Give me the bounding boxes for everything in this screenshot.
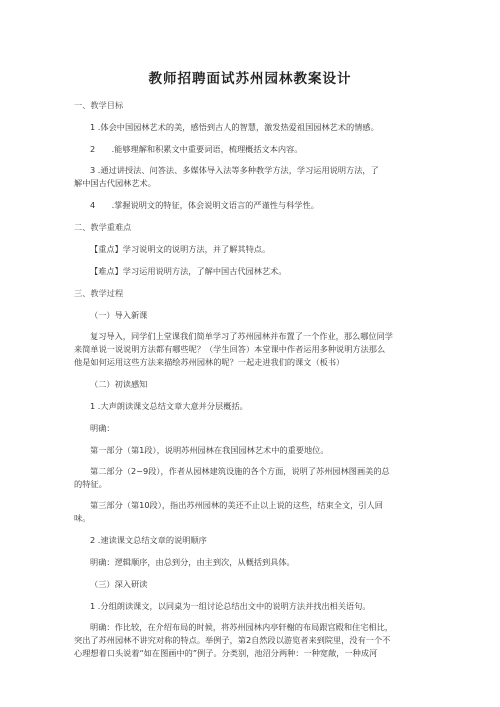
section-heading-objectives: 一、教学目标 (74, 100, 124, 110)
answer-3-line-1: 明确：作比较，在介绍布局的时候，将苏州园林内亭轩榭的布局跟宫殿和住宅相比， (90, 622, 393, 632)
section-heading-process: 三、教学过程 (74, 288, 124, 298)
intro-paragraph-line-1: 复习导入，同学们上堂课我们简单学习了苏州园林并布置了一个作业，那么哪位同学 (90, 331, 393, 341)
answer-1-label: 明确： (90, 423, 115, 433)
subsection-heading-first-reading: （二）初读感知 (90, 379, 148, 389)
task-2: 2 .速读课文总结文章的说明顺序 (90, 535, 207, 545)
part-2-line-1: 第二部分（2~9段），作者从园林建筑设施的各个方面，说明了苏州园林图画美的总 (90, 466, 390, 476)
document-body (74, 98, 434, 660)
difficult-point: 【难点】学习运用说明方法，了解中国古代园林艺术。 (90, 266, 287, 276)
answer-3-line-2: 突出了苏州园林不讲究对称的特点。举例子，第2自然段以游览者来到院里，没有一个不 (74, 635, 391, 645)
intro-paragraph-line-3: 他是如何运用这些方法来描绘苏州园林的呢？一起走进我们的课文（板书） (74, 357, 345, 367)
objective-item-2: 2 .能够理解和积累文中重要词语，梳理概括文本内容。 (90, 144, 303, 154)
part-3-line-1: 第三部分（第10段），指出苏州园林的美还不止以上说的这些，结束全文，引人回 (90, 500, 383, 510)
intro-paragraph-line-2: 来简单说一说说明方法都有哪些呢？（学生回答）本堂课中作者运用多种说明方法那么 (74, 344, 386, 354)
task-1: 1 .大声朗读课文总结文章大意并分层概括。 (90, 401, 248, 411)
objective-item-3-line-1: 3 .通过讲授法、问答法、多媒体导入法等多种教学方法，学习运用说明方法，了 (90, 165, 379, 175)
section-heading-key-points: 二、教学重难点 (74, 222, 132, 232)
page-title: 教师招聘面试苏州园林教案设计 (148, 71, 352, 87)
key-point: 【重点】学习说明文的说明方法，并了解其特点。 (90, 244, 271, 254)
objective-item-4: 4 .掌握说明文的特征，体会说明文语言的严谨性与科学性。 (90, 200, 319, 210)
part-1: 第一部分（第1段），说明苏州园林在我国园林艺术中的重要地位。 (90, 445, 329, 455)
subsection-heading-deep-reading: （三）深入研读 (90, 579, 148, 589)
objective-item-3-line-2: 解中国古代园林艺术。 (74, 178, 156, 188)
answer-2: 明确：逻辑顺序，由总到分，由主到次，从概括到具体。 (90, 557, 295, 567)
part-3-line-2: 味。 (74, 513, 91, 523)
objective-item-1: 1 .体会中国园林艺术的美，感悟到古人的智慧，激发热爱祖国园林艺术的情感。 (90, 122, 379, 132)
answer-3-line-3: 心理想着口头说着“如在图画中的”例子。分类别，池沼分两种：一种宽敞，一种成河 (74, 648, 378, 658)
part-2-line-2: 的特征。 (74, 479, 107, 489)
subsection-heading-intro: （一）导入新课 (90, 310, 148, 320)
task-3: 1 .分组朗读课文，以同桌为一组讨论总结出文中的说明方法并找出相关语句。 (90, 601, 371, 611)
